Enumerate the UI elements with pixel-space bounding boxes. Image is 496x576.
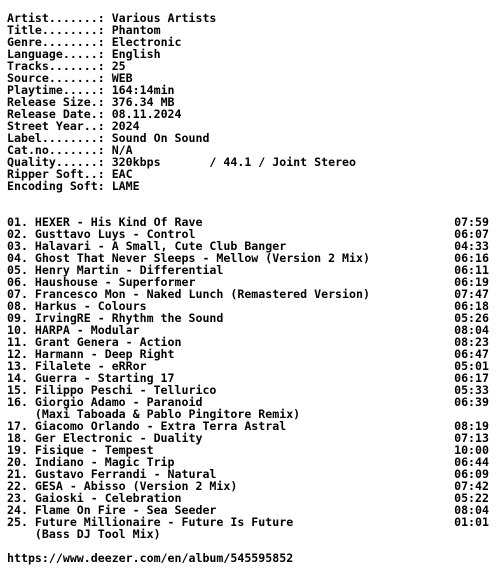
track-title: 19. Fisique - Tempest [7, 443, 154, 457]
info-line-encoding-soft [7, 180, 489, 192]
track-title: 03. Halavari - A Small, Cute Club Banger [7, 239, 287, 253]
track-duration: 07:42 [454, 479, 489, 493]
track-duration: 06:18 [454, 299, 489, 313]
info-value: Phantom [111, 23, 161, 37]
track-title: (Maxi Taboada & Pablo Pingitore Remix) [7, 407, 301, 421]
track-duration: 08:04 [454, 503, 489, 517]
track-title: 02. Gusttavo Luys - Control [7, 227, 196, 241]
track-duration: 07:59 [454, 215, 489, 229]
info-key: Cat.no.......: [7, 143, 112, 157]
track-duration: 08:19 [454, 419, 489, 433]
track-duration: 05:33 [454, 383, 489, 397]
track-title: 16. Giorgio Adamo - Paranoid [7, 395, 203, 409]
track-title: (Bass DJ Tool Mix) [7, 527, 161, 541]
track-duration: 06:39 [454, 395, 489, 409]
info-key: Title........: [7, 23, 112, 37]
album-url-text: https://www.deezer.com/en/album/545595852 [7, 551, 294, 565]
info-value: 164:14min [111, 83, 175, 97]
track-title: 25. Future Millionaire - Future Is Future [7, 515, 294, 529]
info-value: Various Artists [111, 11, 217, 25]
info-value: 2024 [111, 119, 140, 133]
info-key: Encoding Soft: [7, 179, 112, 193]
track-title: 17. Giacomo Orlando - Extra Terra Astral [7, 419, 287, 433]
track-duration: 06:16 [454, 251, 489, 265]
info-key: Playtime.....: [7, 83, 112, 97]
tracklist [7, 216, 489, 540]
track-duration: 08:04 [454, 323, 489, 337]
track-title: 13. Filalete - eRRor [7, 359, 147, 373]
track-title: 11. Grant Genera - Action [7, 335, 182, 349]
track-title: 15. Filippo Peschi - Tellurico [7, 383, 217, 397]
info-value: Sound On Sound [111, 131, 210, 145]
track-duration: 06:11 [454, 263, 489, 277]
info-value: Electronic [111, 35, 182, 49]
track-duration: 07:13 [454, 431, 489, 445]
track-title: 05. Henry Martin - Differential [7, 263, 224, 277]
track-title: 14. Guerra - Starting 17 [7, 371, 175, 385]
track-duration: 04:33 [454, 239, 489, 253]
track-title: 23. Gaioski - Celebration [7, 491, 182, 505]
track-title: 24. Flame On Fire - Sea Seeder [7, 503, 217, 517]
track-title: 09. IrvingRE - Rhythm the Sound [7, 311, 224, 325]
track-title: 04. Ghost That Never Sleeps - Mellow (Version 2 Mix) [7, 251, 370, 265]
track-title: 22. GESA - Abisso (Version 2 Mix) [7, 479, 238, 493]
track-title: 18. Ger Electronic - Duality [7, 431, 203, 445]
track-duration: 06:47 [454, 347, 489, 361]
track-duration: 06:19 [454, 275, 489, 289]
info-key: Source.......: [7, 71, 112, 85]
track-duration: 10:00 [454, 443, 489, 457]
release-info-block [7, 12, 489, 192]
album-url [7, 552, 489, 564]
info-key: Quality......: [7, 155, 112, 169]
track-title: 07. Francesco Mon - Naked Lunch (Remastered Version) [7, 287, 370, 301]
info-value: 376.34 MB [111, 95, 175, 109]
info-key: Ripper Soft..: [7, 167, 112, 181]
track-duration: 05:01 [454, 359, 489, 373]
nfo-document [7, 12, 489, 564]
track-title: 12. Harmann - Deep Right [7, 347, 175, 361]
track-duration: 01:01 [454, 515, 489, 529]
track-title: 08. Harkus - Colours [7, 299, 147, 313]
info-value: 25 [111, 59, 126, 73]
track-duration: 06:09 [454, 467, 489, 481]
info-key: Language.....: [7, 47, 112, 61]
info-key: Label........: [7, 131, 112, 145]
info-value: English [111, 47, 161, 61]
info-value: EAC [111, 167, 133, 181]
track-duration: 06:17 [454, 371, 489, 385]
track-title: 20. Indiano - Magic Trip [7, 455, 175, 469]
track-title: 10. HARPA - Modular [7, 323, 140, 337]
info-key: Tracks.......: [7, 59, 112, 73]
spacer [7, 192, 489, 216]
info-value: WEB [111, 71, 133, 85]
info-value: LAME [111, 179, 140, 193]
track-title: 06. Haushouse - Superformer [7, 275, 196, 289]
track-duration: 05:26 [454, 311, 489, 325]
track-title: 21. Gustavo Ferrandi - Natural [7, 467, 217, 481]
info-value: 320kbps / 44.1 / Joint Stereo [111, 155, 357, 169]
track-title: 01. HEXER - His Kind Of Rave [7, 215, 203, 229]
info-key: Release Size.: [7, 95, 112, 109]
track-row-continuation [7, 528, 489, 540]
info-key: Street Year..: [7, 119, 112, 133]
info-value: N/A [111, 143, 133, 157]
info-key: Artist.......: [7, 11, 112, 25]
info-value: 08.11.2024 [111, 107, 182, 121]
track-duration: 06:07 [454, 227, 489, 241]
info-key: Release Date.: [7, 107, 112, 121]
track-duration: 07:47 [454, 287, 489, 301]
track-duration: 06:44 [454, 455, 489, 469]
info-key: Genre........: [7, 35, 112, 49]
track-duration: 08:23 [454, 335, 489, 349]
track-duration: 05:22 [454, 491, 489, 505]
